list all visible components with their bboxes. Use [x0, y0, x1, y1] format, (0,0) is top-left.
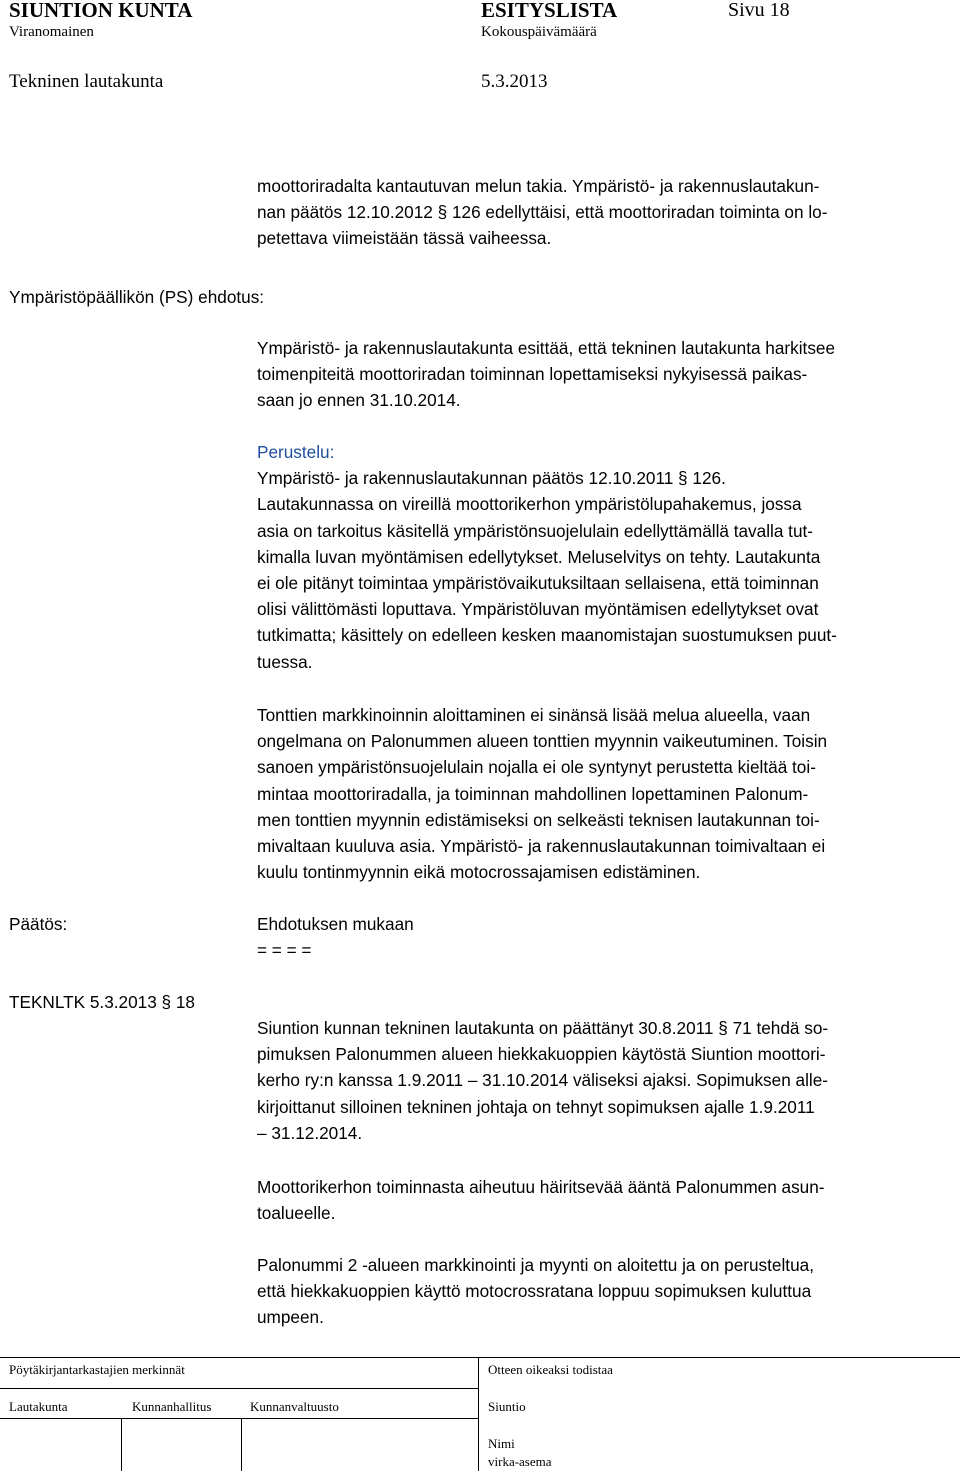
text-line: Siuntion kunnan tekninen lautakunta on päättänyt 30.8.2011 § 71 tehdä so- — [257, 1018, 829, 1038]
footer-col-kunnanhallitus: Kunnanhallitus — [132, 1399, 212, 1414]
text-line: toimenpiteitä moottoriradan toiminnan lopettamiseksi nykyisessä paikas- — [257, 364, 808, 385]
decision-text: Ehdotuksen mukaan — [257, 914, 414, 934]
marketing-paragraph — [257, 702, 947, 885]
footer-cell-divider-2 — [241, 1418, 242, 1471]
text-line: Lautakunnassa on vireillä moottorikerhon ympäristölupahakemus, jossa — [257, 494, 802, 515]
text-line: mivaltaan kuuluva asia. Ympäristö- ja rakennuslautakunnan toimivaltaan ei — [257, 836, 826, 857]
text-line: petettava viimeistään tässä vaiheessa. — [257, 228, 552, 249]
footer-top-rule — [0, 1357, 960, 1358]
authority-label: Viranomainen — [9, 24, 94, 40]
doc-type: ESITYSLISTA — [481, 0, 618, 22]
footer-cell-divider-1 — [121, 1418, 122, 1471]
text-line: Palonummi 2 -alueen markkinointi ja myynti on aloitettu ja on perusteltua, — [257, 1255, 814, 1275]
text-line: mintaa moottoriradalla, ja toiminnan mahdollinen lopettaminen Palonum- — [257, 783, 809, 804]
footer-left-title: Pöytäkirjantarkastajien merkinnät — [9, 1362, 185, 1377]
text-line: toalueelle. — [257, 1203, 336, 1224]
footer-right-title: Otteen oikeaksi todistaa — [488, 1362, 613, 1377]
footer-col-siuntio: Siuntio — [488, 1399, 526, 1414]
footer-col-kunnanvaltuusto: Kunnanvaltuusto — [250, 1399, 339, 1414]
proposal-label: Ympäristöpäällikön (PS) ehdotus: — [9, 287, 265, 307]
text-line: saan jo ennen 31.10.2014. — [257, 390, 461, 411]
text-line: tuessa. — [257, 651, 313, 672]
text-line: kimalla luvan myöntämisen edellytykset. Meluselvitys on tehty. Lautakunta — [257, 546, 821, 567]
footer-divider — [478, 1357, 479, 1471]
text-line: ongelmana on Palonummen alueen tonttien myynnin vaikeutuminen. Toisin — [257, 731, 828, 752]
background-paragraph-3 — [257, 1252, 947, 1331]
text-line: asia on tarkoitus käsitellä ympäristönsuojelulain edellyttämällä tavalla tut- — [257, 520, 814, 541]
rationale-section — [257, 439, 947, 675]
text-line: kuulu tontinmyynnin eikä motocrossajamisen edistäminen. — [257, 862, 701, 883]
footer-col-lautakunta: Lautakunta — [9, 1399, 68, 1414]
text-line: Ympäristö- ja rakennuslautakunnan päätös 12.10.2011 § 126. — [257, 468, 726, 489]
page-number: Sivu 18 — [728, 0, 790, 21]
footer-row-rule — [0, 1388, 478, 1389]
date-label: Kokouspäivämäärä — [481, 24, 597, 40]
background-paragraph-1 — [257, 1015, 947, 1146]
text-line: Tonttien markkinoinnin aloittaminen ei sinänsä lisää melua alueella, vaan — [257, 705, 811, 725]
proposal-paragraph — [257, 335, 947, 414]
text-line: Moottorikerhon toiminnasta aiheutuu häiritsevää ääntä Palonummen asun- — [257, 1177, 825, 1197]
footer-name-label: Nimi — [488, 1436, 515, 1451]
text-line: – 31.12.2014. — [257, 1122, 363, 1143]
text-line: pimuksen Palonummen alueen hiekkakuoppien käytöstä Siuntion moottori- — [257, 1044, 826, 1065]
decision-section — [257, 911, 947, 963]
text-line: että hiekkakuoppien käyttö motocrossratana loppuu sopimuksen kuluttua — [257, 1281, 812, 1302]
rationale-heading: Perustelu: — [257, 442, 335, 462]
text-line: moottoriradalta kantautuvan melun takia. Ympäristö- ja rakennuslautakun- — [257, 176, 820, 196]
text-line: nan päätös 12.10.2012 § 126 edellyttäisi, että moottoriradan toiminta on lo- — [257, 202, 828, 223]
background-paragraph-2 — [257, 1174, 947, 1226]
footer-title-label: virka-asema — [488, 1454, 552, 1469]
text-line: umpeen. — [257, 1307, 324, 1328]
text-line: Ympäristö- ja rakennuslautakunta esittää, että tekninen lautakunta harkitsee — [257, 338, 836, 358]
text-line: kirjoittanut silloinen tekninen johtaja on tehnyt sopimuksen ajalle 1.9.2011 — [257, 1096, 815, 1117]
decision-label: Päätös: — [9, 914, 68, 934]
text-line: tutkimatta; käsittely on edelleen kesken maanomistajan suostumuksen puut- — [257, 625, 837, 646]
org-name: SIUNTION KUNTA — [9, 0, 193, 22]
decision-marks: = = = = — [257, 940, 312, 961]
text-line: sanoen ympäristönsuojelulain nojalla ei ole syntynyt perustetta kieltää toi- — [257, 757, 816, 778]
text-line: ei ole pitänyt toimintaa ympäristövaikutuksiltaan sellaisena, että toiminnan — [257, 573, 819, 594]
text-line: kerho ry:n kanssa 1.9.2011 – 31.10.2014 väliseksi ajaksi. Sopimuksen alle- — [257, 1070, 829, 1091]
intro-paragraph — [257, 173, 947, 252]
meeting-date: 5.3.2013 — [481, 71, 548, 92]
section-reference: TEKNLTK 5.3.2013 § 18 — [9, 992, 195, 1012]
text-line: men tonttien myynnin edistämiseksi on selkeästi teknisen lautakunnan toi- — [257, 809, 820, 830]
footer-sign-rule — [0, 1418, 478, 1419]
text-line: olisi välittömästi loputtava. Ympäristöluvan myöntämisen edellytykset ovat — [257, 599, 819, 620]
authority: Tekninen lautakunta — [9, 71, 164, 92]
